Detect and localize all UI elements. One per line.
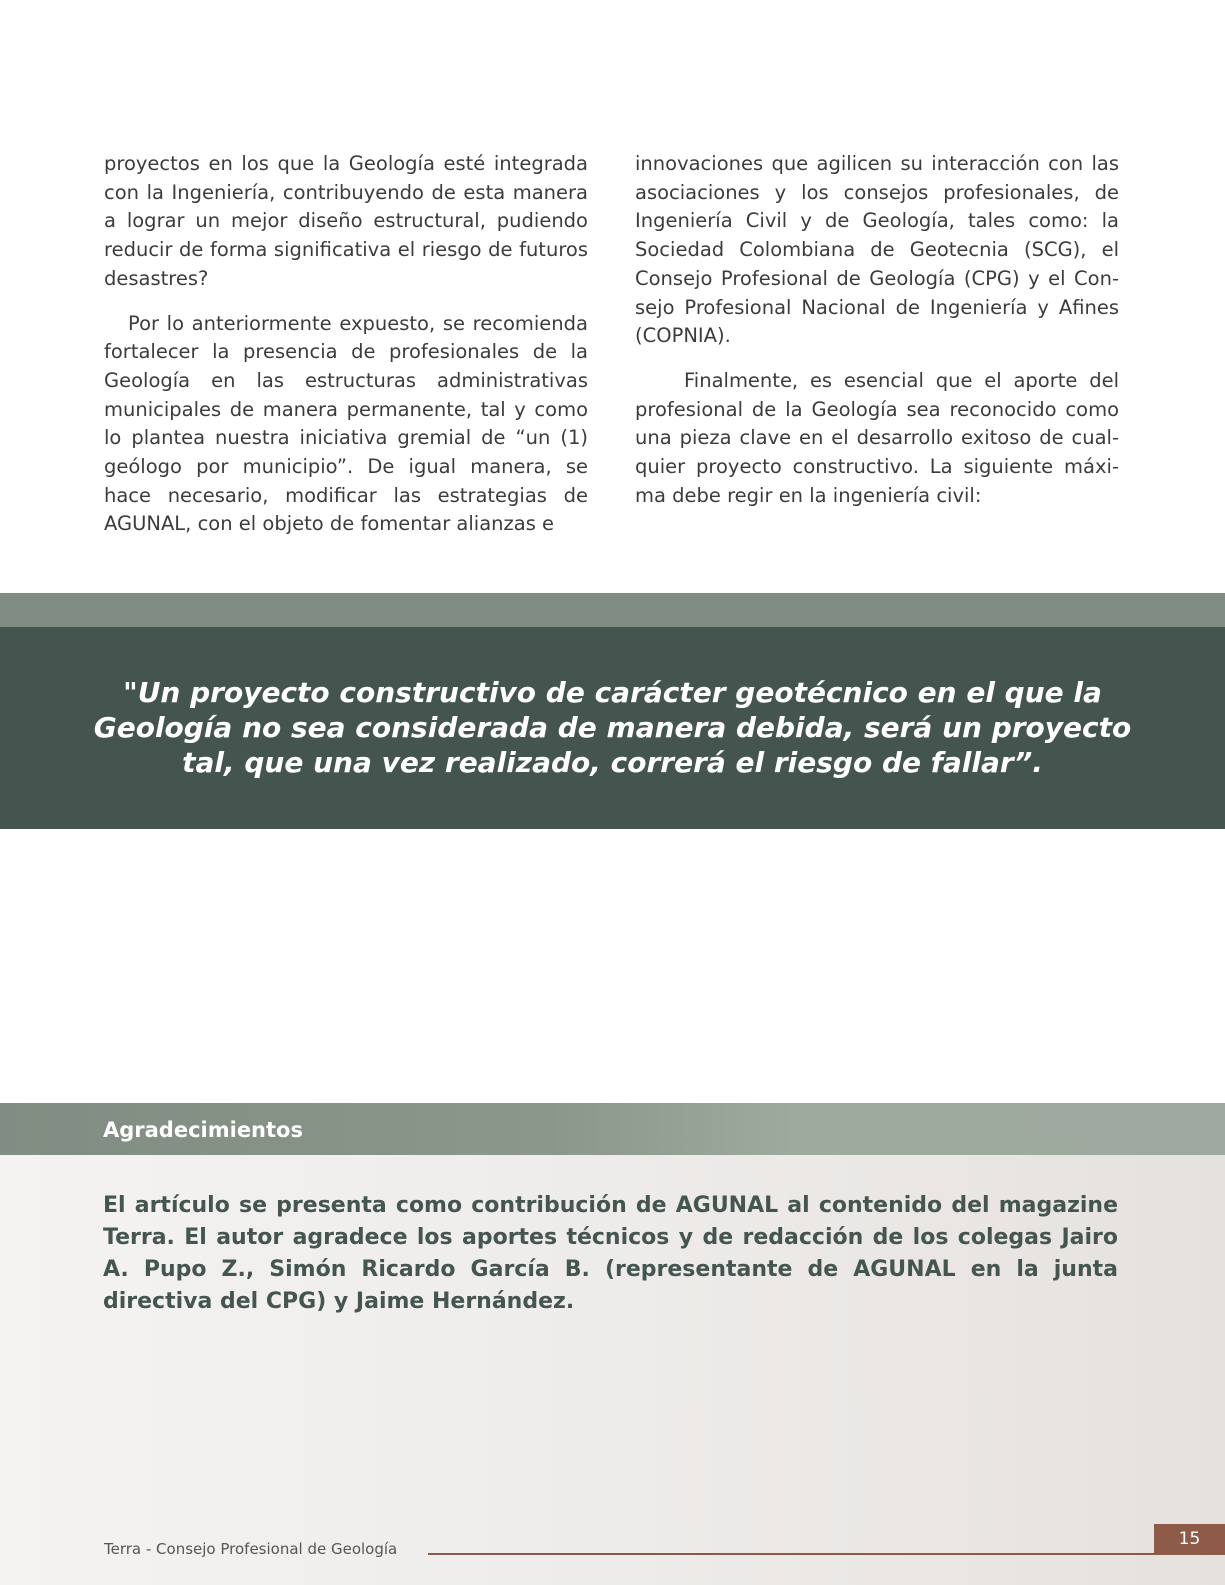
footer-rule [428, 1553, 1155, 1555]
left-text-column [104, 150, 588, 555]
acknowledgements-title: Agradecimientos [103, 1118, 303, 1142]
right-paragraph-1: innovaciones que agilicen su interacción con las asociaciones y los consejos profesionales, de Ingeniería Civil y de Geología, tales como: la Sociedad Colombiana de Geotecnia (SCG), el Consejo Profesional de Geología (CPG) y el Consejo Profesional Nacional de Ingeniería y Afines (COPNIA). [635, 152, 1119, 348]
right-paragraph-2: Finalmente, es esencial que el aporte del profesional de la Geología sea reconocido como una pieza clave en el desarrollo exitoso de cualquier proyecto constructivo. La siguiente máxima debe regir en la ingeniería civil: [635, 368, 1119, 507]
quote-band-top [0, 593, 1225, 627]
acknowledgements-body: El artículo se presenta como contribución de AGUNAL al contenido del magazine Terra. El autor agradece los aportes técnicos y de redacción de los colegas Jairo A. Pupo Z., Simón Ricardo García B. (representante de AGUNAL en la junta directiva del CPG) y Jaime Hernández. [103, 1193, 1118, 1314]
footer-publication: Terra - Consejo Profesional de Geología [104, 1540, 398, 1558]
page-number: 15 [1154, 1524, 1225, 1555]
pull-quote: "Un proyecto constructivo de carácter geotécnico en el que la Geología no sea considerada de manera debida, será un proyecto tal, que una vez realizado, correrá el riesgo de fallar”. [93, 676, 1132, 779]
left-paragraph-2: Por lo anteriormente expuesto, se recomienda fortalecer la presencia de profesionales de la Geología en las estructuras administrativas municipales de manera permanente, tal y como lo plantea nuestra iniciativa gremial de “un (1) geólogo por municipio”. De igual manera, se hace necesario, modificar las estrategias de AGUNAL, con el objeto de fomentar alianzas e [104, 311, 588, 536]
bottom-section-background [0, 1103, 1225, 1585]
right-text-column [635, 150, 1119, 526]
left-paragraph-1: proyectos en los que la Geología esté integrada con la Ingeniería, contribuyendo de esta manera a lograr un mejor diseño estructural, pudiendo reducir de forma significativa el riesgo de futuros desastres? [104, 152, 588, 290]
